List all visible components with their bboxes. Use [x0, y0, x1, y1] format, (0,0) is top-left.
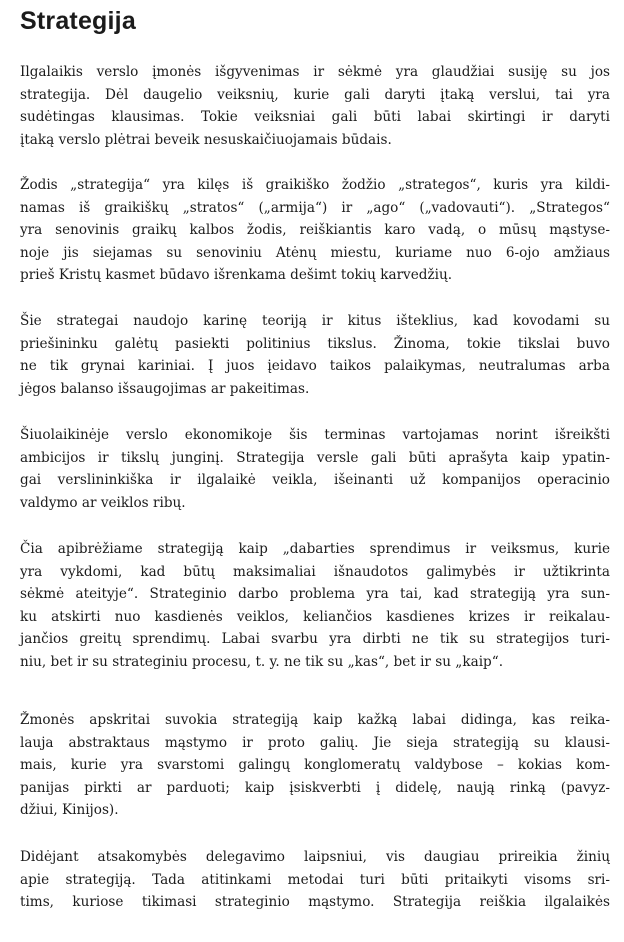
text-line: panijas pirkti ar parduoti; kaip įsiskverbti į didelę, naują rinką (pavyz- — [20, 779, 610, 796]
text-line: strategija. Dėl daugelio veiksnių, kurie gali daryti įtaką verslui, tai yra — [20, 86, 610, 103]
text-line: mais, kurie yra svarstomi galingų konglomeratų valdybose – kokias kom- — [20, 757, 610, 774]
paragraph-7 — [20, 846, 610, 914]
text-line: Žodis „strategija“ yra kilęs iš graikiško žodžio „strategos“, kuris yra kildi- — [20, 177, 610, 193]
text-line: sudėtingas klausimas. Tokie veiksniai gali būti labai skirtingi ir daryti — [20, 109, 610, 126]
paragraph-3 — [20, 310, 610, 400]
text-line: prieš Kristų kasmet būdavo išrenkama dešimt tokių karvedžių. — [20, 267, 453, 284]
text-line: įtaką verslo plėtrai beveik nesuskaičiuojamais būdais. — [20, 131, 392, 148]
text-line: niu, bet ir su strateginiu procesu, t. y. ne tik su „kas“, bet ir su „kaip“. — [20, 653, 504, 670]
text-line: priešininku galėtų pasiekti politinius tikslus. Žinoma, tokie tikslai buvo — [20, 335, 610, 352]
text-line: sėkmė ateityje“. Strateginio darbo problema yra tai, kad strategiją yra sun- — [20, 586, 610, 603]
text-line: lauja abstraktaus mąstymo ir proto galių. Jie sieja strategiją su klausi- — [20, 734, 610, 751]
text-line: Ilgalaikis verslo įmonės išgyvenimas ir sėkmė yra glaudžiai susiję su jos — [20, 64, 610, 80]
paragraph-4 — [20, 424, 610, 514]
page-title: Strategija — [20, 7, 136, 35]
text-line: noje jis siejamas su senoviniu Atėnų miestu, kuriame nuo 6-ojo amžiaus — [20, 244, 610, 261]
text-line: tims, kuriose tikimasi strateginio mąstymo. Strategija reiškia ilgalaikės — [20, 894, 610, 911]
text-line: yra vykdomi, kad būtų maksimaliai išnaudotos galimybės ir užtikrinta — [20, 563, 610, 580]
text-line: Čia apibrėžiame strategiją kaip „dabarties sprendimus ir veiksmus, kurie — [20, 541, 610, 557]
text-line: Didėjant atsakomybės delegavimo laipsniui, vis daugiau prireikia žinių — [20, 849, 610, 865]
paragraph-5 — [20, 538, 610, 674]
text-line: ku atskirti nuo kasdienės veiklos, keliančios kasdienes krizes ir reikalau- — [20, 608, 610, 625]
text-line: yra senovinis graikų kalbos žodis, reiškiantis karo vadą, o mūsų mąstyse- — [20, 222, 610, 239]
text-line: jėgos balanso išsaugojimas ar pakeitimas. — [20, 380, 310, 397]
text-line: valdymo ar veiklos ribų. — [20, 494, 186, 511]
text-line: gai verslininkiška ir ilgalaikė veikla, išeinanti už kompanijos operacinio — [20, 472, 610, 489]
paragraph-6 — [20, 709, 610, 822]
text-line: apie strategiją. Tada atitinkami metodai turi būti pritaikyti visoms sri- — [20, 871, 610, 888]
text-line: džiui, Kinijos). — [20, 802, 119, 819]
text-line: namas iš graikiškų „stratos“ („armija“) ir „ago“ („vadovauti“). „Strategos“ — [20, 199, 610, 216]
paragraph-2 — [20, 174, 610, 287]
text-line: jančios greitų sprendimų. Labai svarbu yra dirbti ne tik su strategijos turi- — [20, 631, 610, 648]
paragraph-1 — [20, 61, 610, 151]
text-line: ambicijos ir tikslų junginį. Strategija versle gali būti aprašyta kaip ypatin- — [20, 449, 610, 466]
text-line: Žmonės apskritai suvokia strategiją kaip kažką labai didinga, kas reika- — [20, 712, 610, 728]
text-line: Šiuolaikinėje verslo ekonomikoje šis terminas vartojamas norint išreikšti — [20, 427, 610, 443]
text-line: ne tik grynai kariniai. Į juos įeidavo taikos palaikymas, neutralumas arba — [20, 358, 610, 375]
text-line: Šie strategai naudojo karinę teoriją ir kitus išteklius, kad kovodami su — [20, 313, 610, 329]
